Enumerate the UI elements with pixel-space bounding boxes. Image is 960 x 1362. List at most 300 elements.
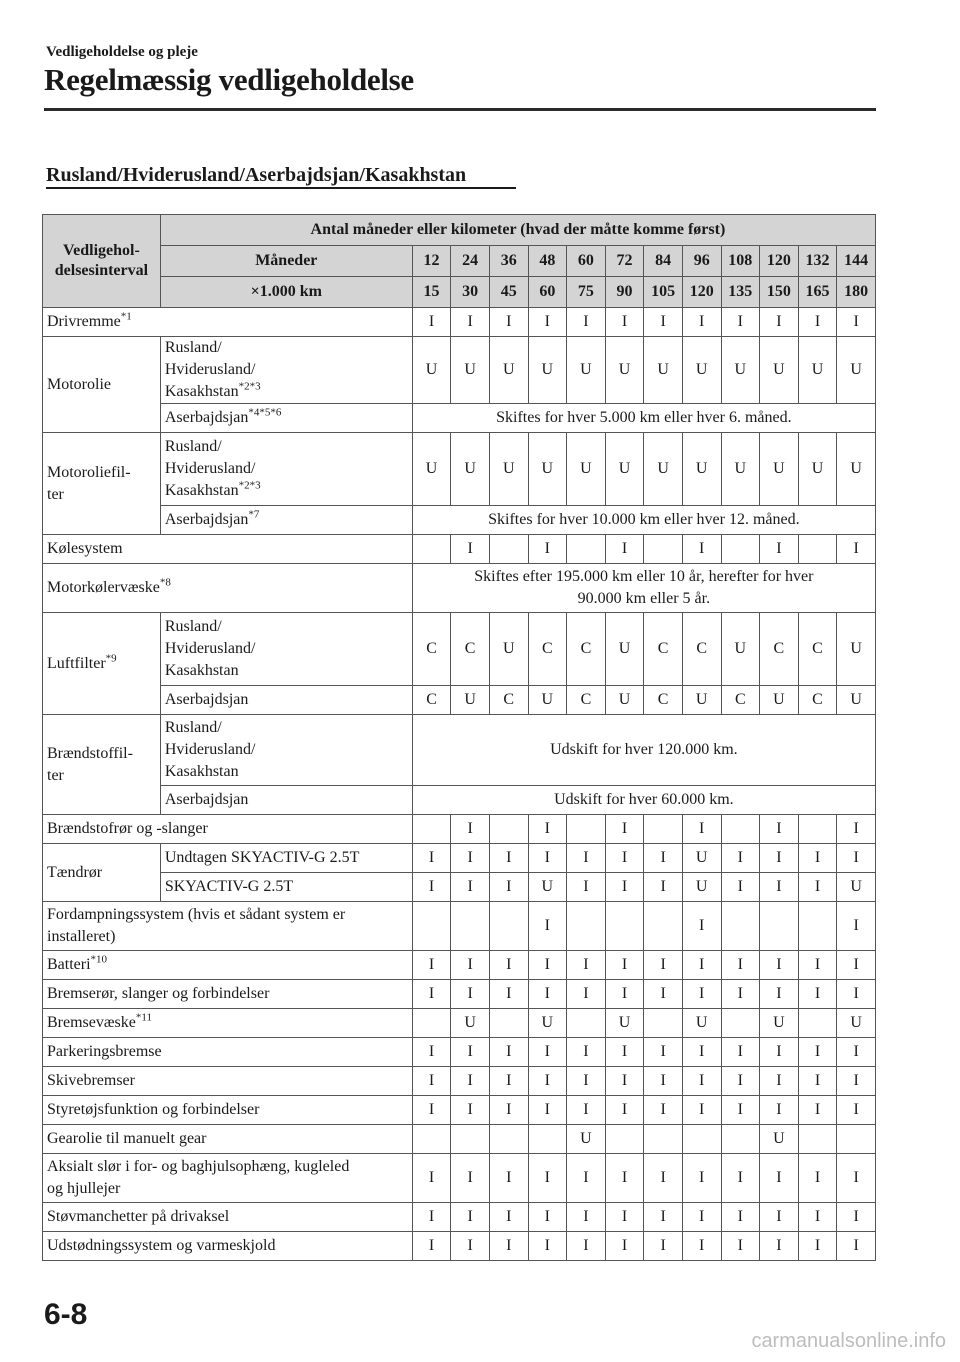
interval-cell: I	[721, 873, 760, 902]
interval-cell: U	[567, 337, 606, 404]
interval-cell: C	[451, 613, 490, 686]
interval-cell: I	[567, 1038, 606, 1067]
interval-cell: I	[528, 308, 567, 337]
interval-cell: U	[605, 433, 644, 506]
interval-cell: U	[451, 1009, 490, 1038]
interval-cell: U	[489, 337, 528, 404]
row-label-text: Motoroliefil- ter	[47, 463, 131, 503]
interval-cell: C	[528, 613, 567, 686]
interval-cell: I	[567, 844, 606, 873]
interval-cell: I	[837, 1232, 876, 1261]
interval-cell: I	[605, 308, 644, 337]
region-underline	[46, 187, 516, 189]
interval-cell: C	[412, 686, 451, 715]
interval-cell: U	[760, 433, 799, 506]
km-cell: 180	[837, 277, 876, 308]
interval-cell: U	[451, 686, 490, 715]
sub-instruction-text: Skiftes for hver 10.000 km eller hver 12. måned.	[488, 511, 800, 528]
interval-cell: U	[760, 337, 799, 404]
interval-cell: C	[489, 686, 528, 715]
interval-cell: I	[837, 1154, 876, 1203]
interval-cell: I	[798, 1038, 837, 1067]
interval-cell: I	[760, 1154, 799, 1203]
interval-cell: I	[682, 1203, 721, 1232]
interval-cell: I	[605, 1232, 644, 1261]
row-oil_filter-a	[43, 433, 876, 506]
interval-cell: I	[412, 1203, 451, 1232]
interval-cell	[644, 902, 683, 951]
row-gear_oil	[43, 1125, 876, 1154]
interval-cell: I	[721, 1154, 760, 1203]
interval-cell: I	[760, 951, 799, 980]
interval-cell: I	[489, 1096, 528, 1125]
interval-cell: I	[837, 844, 876, 873]
interval-cell: I	[644, 308, 683, 337]
interval-cell: I	[644, 951, 683, 980]
interval-cell: I	[837, 902, 876, 951]
interval-cell	[451, 1125, 490, 1154]
km-cell: 105	[644, 277, 683, 308]
interval-cell: I	[451, 1038, 490, 1067]
row-label-text: Motorkølervæske	[47, 579, 160, 596]
row-label-text: Brændstofrør og -slanger	[47, 820, 208, 837]
row-label	[43, 564, 413, 613]
interval-cell: U	[412, 337, 451, 404]
interval-cell: I	[412, 873, 451, 902]
interval-cell: I	[760, 873, 799, 902]
row-battery	[43, 951, 876, 980]
row-fuel_lines	[43, 815, 876, 844]
sub-label	[160, 715, 412, 786]
interval-cell: I	[489, 980, 528, 1009]
km-cell: 90	[605, 277, 644, 308]
interval-cell: U	[837, 873, 876, 902]
interval-cell: I	[567, 873, 606, 902]
interval-cell: I	[605, 980, 644, 1009]
interval-cell	[721, 815, 760, 844]
page-title: Regelmæssig vedligeholdelse	[44, 62, 414, 97]
interval-cell: U	[682, 844, 721, 873]
interval-cell: I	[760, 815, 799, 844]
interval-cell: U	[682, 1009, 721, 1038]
interval-cell: I	[605, 873, 644, 902]
interval-cell: I	[644, 1203, 683, 1232]
sub-label	[160, 337, 412, 404]
interval-cell: I	[798, 1154, 837, 1203]
months-label: Måneder	[160, 246, 412, 277]
interval-cell: I	[682, 815, 721, 844]
interval-cell: I	[682, 535, 721, 564]
interval-cell: I	[412, 1154, 451, 1203]
row-label	[43, 1009, 413, 1038]
row-label	[43, 980, 413, 1009]
row-label-text: Bremsevæske	[47, 1014, 136, 1031]
interval-cell	[412, 902, 451, 951]
row-label	[43, 433, 161, 535]
km-cell: 75	[567, 277, 606, 308]
interval-cell: U	[760, 1125, 799, 1154]
interval-cell: I	[682, 980, 721, 1009]
interval-cell: I	[567, 1203, 606, 1232]
row-label-text: Drivremme	[47, 313, 121, 330]
title-rule	[44, 108, 876, 111]
interval-cell: I	[605, 1154, 644, 1203]
interval-cell: C	[567, 686, 606, 715]
interval-cell: U	[451, 337, 490, 404]
interval-cell	[412, 815, 451, 844]
interval-cell: I	[837, 815, 876, 844]
month-cell: 84	[644, 246, 683, 277]
interval-cell: C	[682, 613, 721, 686]
sub-instruction-text: Skiftes for hver 5.000 km eller hver 6. måned.	[496, 409, 792, 426]
interval-cell	[412, 1009, 451, 1038]
interval-cell: I	[528, 1067, 567, 1096]
sub-instruction	[412, 715, 875, 786]
period-header: Antal måneder eller kilometer (hvad der måtte komme først)	[160, 215, 875, 246]
interval-cell: I	[528, 1038, 567, 1067]
row-label	[43, 1203, 413, 1232]
interval-cell: I	[489, 1154, 528, 1203]
row-label-text: Udstødningssystem og varmeskjold	[47, 1237, 276, 1254]
interval-cell: I	[528, 1096, 567, 1125]
row-label-text: Luftfilter	[47, 654, 106, 672]
interval-cell	[644, 1125, 683, 1154]
row-label	[43, 951, 413, 980]
maintenance-schedule-table	[42, 214, 876, 1261]
interval-cell: U	[682, 686, 721, 715]
km-cell: 135	[721, 277, 760, 308]
interval-cell: C	[760, 613, 799, 686]
interval-cell: I	[682, 1154, 721, 1203]
interval-cell	[451, 902, 490, 951]
sub-label-text: SKYACTIV-G 2.5T	[164, 878, 294, 895]
interval-cell: I	[760, 1038, 799, 1067]
sub-instruction	[412, 786, 875, 815]
row-spark_plugs-b	[43, 873, 876, 902]
interval-cell: I	[798, 844, 837, 873]
interval-cell: I	[451, 1203, 490, 1232]
interval-cell: I	[489, 1067, 528, 1096]
row-label-text: Støvmanchetter på drivaksel	[47, 1208, 230, 1225]
interval-cell: U	[837, 686, 876, 715]
interval-cell	[760, 902, 799, 951]
interval-cell: I	[489, 1203, 528, 1232]
interval-cell: I	[721, 980, 760, 1009]
row-label-text: Skivebremser	[47, 1072, 135, 1089]
region-title: Rusland/Hviderusland/Aserbajdsjan/Kasakhstan	[46, 164, 467, 186]
interval-cell	[682, 1125, 721, 1154]
interval-cell: U	[837, 1009, 876, 1038]
interval-cell: U	[798, 337, 837, 404]
row-label	[43, 1096, 413, 1125]
interval-cell: U	[837, 337, 876, 404]
month-cell: 12	[412, 246, 451, 277]
interval-cell: U	[760, 686, 799, 715]
interval-cell	[837, 1125, 876, 1154]
month-cell: 108	[721, 246, 760, 277]
interval-cell: U	[644, 337, 683, 404]
row-label	[43, 613, 161, 715]
row-label-text: Tændrør	[47, 863, 103, 881]
row-oil-b	[43, 404, 876, 433]
interval-cell: I	[644, 1096, 683, 1125]
interval-cell: I	[489, 873, 528, 902]
row-oil_filter-b	[43, 506, 876, 535]
sub-instruction-text: Udskift for hver 60.000 km.	[554, 791, 734, 808]
interval-cell: I	[721, 1096, 760, 1125]
interval-cell: C	[721, 686, 760, 715]
row-suspension	[43, 1154, 876, 1203]
interval-cell	[489, 1009, 528, 1038]
interval-cell: I	[451, 980, 490, 1009]
interval-cell: U	[528, 686, 567, 715]
sub-label	[160, 844, 412, 873]
row-disc_brakes	[43, 1067, 876, 1096]
interval-cell: U	[528, 337, 567, 404]
interval-cell: I	[528, 951, 567, 980]
interval-cell: I	[489, 308, 528, 337]
interval-cell	[489, 1125, 528, 1154]
row-label	[43, 902, 413, 951]
row-air_filter-b	[43, 686, 876, 715]
sub-label	[160, 433, 412, 506]
interval-cell	[644, 815, 683, 844]
interval-cell: I	[489, 1038, 528, 1067]
sub-label	[160, 686, 412, 715]
sub-label-text: Aserbajdsjan	[164, 791, 249, 808]
interval-cell: I	[760, 1203, 799, 1232]
km-cell: 150	[760, 277, 799, 308]
header-row-period	[43, 215, 876, 246]
row-label-text: Fordampningssystem (hvis et sådant system er installeret)	[47, 906, 346, 945]
month-cell: 48	[528, 246, 567, 277]
interval-cell: I	[760, 1096, 799, 1125]
interval-cell: I	[837, 1067, 876, 1096]
interval-cell: I	[412, 1038, 451, 1067]
row-label	[43, 337, 161, 433]
interval-cell: I	[798, 1067, 837, 1096]
interval-cell	[605, 902, 644, 951]
interval-cell: I	[644, 1038, 683, 1067]
interval-cell: I	[605, 1038, 644, 1067]
interval-cell: I	[798, 308, 837, 337]
row-label	[43, 308, 413, 337]
interval-cell: I	[489, 951, 528, 980]
interval-cell: I	[412, 980, 451, 1009]
sub-label	[160, 506, 412, 535]
row-label-note: *10	[90, 953, 108, 966]
interval-cell: I	[837, 1203, 876, 1232]
interval-cell: I	[451, 1154, 490, 1203]
interval-cell: U	[682, 337, 721, 404]
interval-cell: U	[489, 433, 528, 506]
interval-cell: I	[721, 844, 760, 873]
km-cell: 60	[528, 277, 567, 308]
interval-cell: I	[798, 1203, 837, 1232]
header-row-km	[43, 277, 876, 308]
row-parking_brake	[43, 1038, 876, 1067]
row-label-text: Kølesystem	[47, 540, 123, 557]
row-cooling	[43, 535, 876, 564]
interval-cell: I	[567, 1096, 606, 1125]
km-cell: 45	[489, 277, 528, 308]
interval-cell: U	[451, 433, 490, 506]
interval-cell: I	[451, 844, 490, 873]
interval-cell: I	[605, 951, 644, 980]
sub-label	[160, 404, 412, 433]
interval-cell	[567, 535, 606, 564]
row-label	[43, 1125, 413, 1154]
interval-cell: I	[567, 308, 606, 337]
row-label-note: *1	[120, 310, 132, 323]
row-oil-a	[43, 337, 876, 404]
sub-instruction	[412, 506, 875, 535]
row-brake_fluid	[43, 1009, 876, 1038]
interval-cell: U	[412, 433, 451, 506]
interval-cell: I	[489, 844, 528, 873]
interval-cell: U	[837, 613, 876, 686]
interval-cell: I	[605, 1096, 644, 1125]
month-cell: 24	[451, 246, 490, 277]
interval-cell: U	[644, 433, 683, 506]
interval-cell: I	[528, 844, 567, 873]
month-cell: 72	[605, 246, 644, 277]
interval-cell: I	[837, 980, 876, 1009]
interval-cell: I	[837, 951, 876, 980]
interval-cell: U	[567, 1125, 606, 1154]
interval-cell: I	[528, 902, 567, 951]
row-label-text: Bremserør, slanger og forbindelser	[47, 985, 270, 1002]
interval-cell: I	[605, 815, 644, 844]
sub-instruction	[412, 404, 875, 433]
interval-cell	[721, 535, 760, 564]
sub-label-text: Aserbajdsjan	[164, 691, 249, 708]
interval-cell	[644, 1009, 683, 1038]
month-cell: 60	[567, 246, 606, 277]
sub-label-note: *4*5*6	[248, 406, 282, 419]
interval-cell: I	[567, 1067, 606, 1096]
interval-cell: I	[528, 1203, 567, 1232]
interval-cell: I	[451, 951, 490, 980]
row-label	[43, 1154, 413, 1203]
row-label	[43, 1038, 413, 1067]
interval-cell: I	[721, 1038, 760, 1067]
sub-label	[160, 613, 412, 686]
interval-cell	[721, 1125, 760, 1154]
interval-cell: I	[798, 873, 837, 902]
interval-cell	[798, 535, 837, 564]
interval-cell: U	[528, 873, 567, 902]
interval-cell: I	[451, 308, 490, 337]
sub-label-text: Aserbajdsjan	[164, 511, 249, 528]
row-label-text: Brændstoffil- ter	[47, 744, 133, 784]
interval-cell: I	[760, 1067, 799, 1096]
interval-cell: I	[682, 902, 721, 951]
row-instruction-text: Skiftes efter 195.000 km eller 10 år, herefter for hver 90.000 km eller 5 år.	[474, 568, 814, 607]
interval-cell: I	[721, 1067, 760, 1096]
interval-cell: I	[644, 844, 683, 873]
interval-cell: I	[567, 980, 606, 1009]
interval-cell: I	[451, 815, 490, 844]
month-cell: 36	[489, 246, 528, 277]
interval-cell: U	[489, 613, 528, 686]
interval-cell	[412, 1125, 451, 1154]
interval-cell: U	[682, 433, 721, 506]
month-cell: 120	[760, 246, 799, 277]
interval-cell: I	[837, 535, 876, 564]
row-label-text: Parkeringsbremse	[47, 1043, 162, 1060]
row-boots	[43, 1203, 876, 1232]
interval-cell: U	[721, 433, 760, 506]
interval-cell: I	[760, 844, 799, 873]
interval-cell	[489, 902, 528, 951]
interval-cell: I	[451, 1232, 490, 1261]
interval-cell: C	[798, 686, 837, 715]
sub-label-note: *2*3	[238, 479, 261, 492]
sub-label-text: Rusland/ Hviderusland/ Kasakhstan	[164, 438, 256, 499]
interval-cell: C	[644, 613, 683, 686]
interval-cell: I	[412, 1096, 451, 1125]
row-fuel_filter-b	[43, 786, 876, 815]
interval-cell: U	[798, 433, 837, 506]
sub-label-text: Rusland/ Hviderusland/ Kasakhstan	[164, 339, 256, 400]
interval-cell: I	[760, 308, 799, 337]
row-coolant	[43, 564, 876, 613]
interval-cell: I	[798, 1096, 837, 1125]
interval-cell: I	[682, 951, 721, 980]
interval-cell: I	[721, 1232, 760, 1261]
interval-cell: I	[798, 1232, 837, 1261]
interval-cell: I	[528, 815, 567, 844]
row-label-text: Batteri	[47, 956, 91, 973]
interval-cell	[798, 1125, 837, 1154]
interval-cell: I	[605, 1067, 644, 1096]
interval-cell: U	[605, 1009, 644, 1038]
row-label-note: *8	[159, 576, 171, 589]
sub-label-note: *2*3	[238, 380, 261, 393]
interval-cell: U	[528, 433, 567, 506]
row-label	[43, 1067, 413, 1096]
sub-label-text: Rusland/ Hviderusland/ Kasakhstan	[164, 719, 256, 780]
interval-cell: I	[644, 1067, 683, 1096]
month-cell: 96	[682, 246, 721, 277]
sub-label	[160, 873, 412, 902]
row-air_filter-a	[43, 613, 876, 686]
interval-cell: C	[567, 613, 606, 686]
interval-cell	[567, 1009, 606, 1038]
interval-cell: U	[721, 337, 760, 404]
km-cell: 15	[412, 277, 451, 308]
interval-cell: I	[760, 535, 799, 564]
interval-cell	[528, 1125, 567, 1154]
row-label-text: Gearolie til manuelt gear	[47, 1130, 207, 1147]
interval-cell: U	[837, 433, 876, 506]
row-label	[43, 815, 413, 844]
interval-cell	[798, 1009, 837, 1038]
interval-cell: I	[528, 980, 567, 1009]
interval-cell: I	[567, 1154, 606, 1203]
interval-cell: I	[798, 951, 837, 980]
interval-cell: U	[605, 686, 644, 715]
interval-cell: I	[451, 1067, 490, 1096]
km-cell: 30	[451, 277, 490, 308]
interval-cell: I	[644, 873, 683, 902]
interval-cell: I	[451, 535, 490, 564]
interval-cell	[798, 902, 837, 951]
row-label	[43, 535, 413, 564]
row-drivbelt	[43, 308, 876, 337]
interval-cell: I	[682, 1038, 721, 1067]
